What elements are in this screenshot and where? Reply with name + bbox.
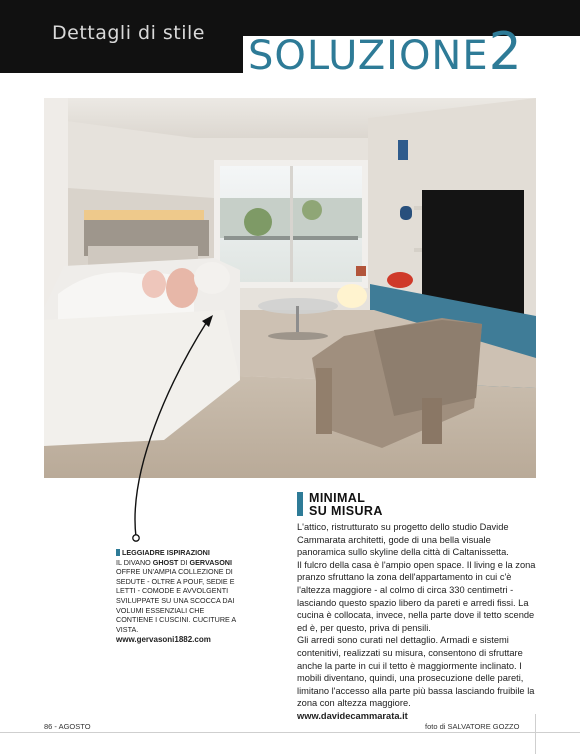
photo-credit: foto di SALVATORE GOZZO — [425, 722, 520, 731]
article-paragraph-2: Il fulcro della casa è l'ampio open space. Il living e la zona pranzo sfruttano la zona dell'appartamento in cui c'è l'altezza maggiore - al colmo di circa 330 centimetri - lasciando questo spazio libero da pareti e arredi fissi. La cucina è collocata, invece, nella parte dove il tetto scende ed è, per questo, priva di pensili. — [297, 559, 536, 633]
article — [297, 492, 537, 723]
caption-heading: LEGGIADRE ISPIRAZIONI — [122, 548, 210, 557]
article-title-bar — [297, 492, 303, 516]
article-paragraph-3: Gli arredi sono curati nel dettaglio. Armadi e sistemi contenitivi, realizzati su misura, consentono di sfruttare anche la parte in cui il tetto è maggiormente inclinato. I mobili diventano, quindi, una prosecuzione delle pareti, limitano l'accesso alla parte più bassa lasciando fruibile la zona con altezza maggiore. — [297, 635, 535, 709]
article-body — [297, 521, 537, 723]
article-title-line-1: MINIMAL — [309, 491, 366, 505]
product-caption — [116, 548, 236, 645]
section-label: Dettagli di stile — [52, 22, 205, 44]
caption-text-2: DI — [178, 557, 190, 567]
living-room-photo — [44, 98, 536, 478]
page-folio: 86 - AGOSTO — [44, 722, 91, 731]
caption-marker — [116, 549, 120, 556]
footer-tick — [535, 714, 536, 754]
article-title-line-2: SU MISURA — [309, 503, 383, 518]
solution-title — [248, 22, 523, 82]
caption-brand: GERVASONI — [189, 557, 232, 567]
solution-word: SOLUZIONE — [248, 33, 489, 79]
solution-number: 2 — [488, 22, 523, 82]
footer-rule — [0, 732, 580, 733]
caption-url-link[interactable]: www.gervasoni1882.com — [116, 635, 211, 645]
caption-text-3: OFFRE UN'AMPIA COLLEZIONE DI SEDUTE - OLTRE A POUF, SEDIE E LETTI - COMODE E AVVOLGENTI SVILUPPATE SU UNA SCOCCA DAI VOLUMI ESSENZIALI CHE CONTIENE I CUSCINI. CUCITURE A VISTA. — [116, 567, 236, 634]
caption-product: GHOST — [152, 557, 179, 567]
article-paragraph-1: L'attico, ristrutturato su progetto dello studio Davide Cammarata architetti, gode di una bella visuale panoramica sullo skyline della città di Caltanissetta. — [297, 522, 509, 558]
article-url-link[interactable]: www.davidecammarata.it — [297, 710, 408, 721]
caption-text-1: IL DIVANO — [116, 557, 153, 567]
article-title — [309, 492, 537, 517]
